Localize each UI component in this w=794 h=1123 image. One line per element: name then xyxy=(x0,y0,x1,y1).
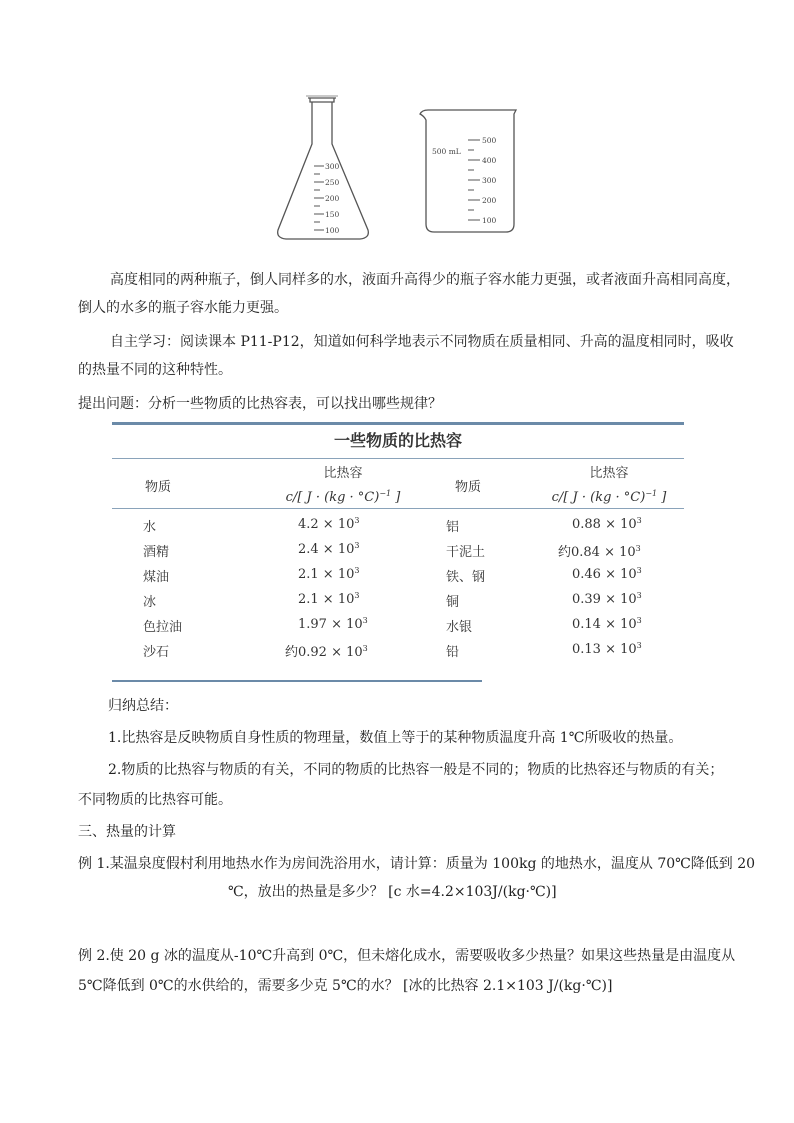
capacity-value: $2.1 \times 10^3$ xyxy=(298,591,360,607)
table-header-rule xyxy=(112,458,684,459)
paragraph-self-study-line1: 自主学习：阅读课本 P11-P12，知道如何科学地表示不同物质在质量相同、升高的温度相同时，吸收 xyxy=(110,334,734,350)
capacity-value: $0.13 \times 10^3$ xyxy=(572,641,642,657)
beaker-scale xyxy=(468,140,480,220)
capacity-value: $2.4 \times 10^3$ xyxy=(298,541,360,557)
beaker-tick-label: 300 xyxy=(482,176,497,185)
flask-tick-label: 300 xyxy=(325,162,340,171)
substance-name: 酒精 xyxy=(143,545,170,560)
example-1-line2: ℃，放出的热量是多少？ [c 水=4.2×103J/(kg·℃)] xyxy=(228,884,557,900)
capacity-value: 约$0.84 \times 10^3$ xyxy=(558,544,641,560)
substance-name: 水 xyxy=(143,520,157,535)
table-title: 一些物质的比热容 xyxy=(333,431,462,450)
flask-tick-label: 250 xyxy=(325,178,340,187)
summary-point-2-line1: 2.物质的比热容与物质的有关，不同的物质的比热容一般是不同的；物质的比热容还与物质的有关； xyxy=(108,762,724,778)
example-1-line1: 例 1.某温泉度假村利用地热水作为房间洗浴用水，请计算：质量为 100kg 的地热水，温度从 70℃降低到 20 xyxy=(78,856,756,872)
capacity-value: $2.1 \times 10^3$ xyxy=(298,566,360,582)
substance-name: 铝 xyxy=(446,520,460,535)
flask-tick-label: 150 xyxy=(325,210,340,219)
substance-name: 铜 xyxy=(446,595,460,610)
paragraph-question: 提出问题：分析一些物质的比热容表，可以找出哪些规律？ xyxy=(78,396,442,412)
column-header-capacity: 比热容 c/[ J · (kg · °C)$^{-1}$ ] xyxy=(285,466,401,505)
substance-name: 铅 xyxy=(446,645,460,660)
capacity-value: $4.2 \times 10^3$ xyxy=(298,516,360,532)
substance-name: 干泥土 xyxy=(446,545,486,560)
beaker-tick-label: 200 xyxy=(482,196,497,205)
section-heading: 三、热量的计算 xyxy=(78,824,176,840)
beaker xyxy=(420,110,516,232)
paragraph-self-study-line2: 的热量不同的这种特性。 xyxy=(78,362,232,378)
column-header-substance-right: 物质 xyxy=(455,480,482,495)
beaker-volume-label: 500 mL xyxy=(432,147,461,156)
conical-flask xyxy=(278,96,369,239)
summary-point-2-line2: 不同物质的比热容可能。 xyxy=(78,792,232,808)
flask-beaker-figure xyxy=(268,92,528,252)
summary-point-1: 1.比热容是反映物质自身性质的物理量，数值上等于的某种物质温度升高 1℃所吸收的热量。 xyxy=(108,730,683,746)
paragraph-intro-line1: 高度相同的两种瓶子，倒人同样多的水，液面升高得少的瓶子容水能力更强，或者液面升高相同高度， xyxy=(110,272,740,288)
flask-scale xyxy=(314,166,324,230)
substance-name: 色拉油 xyxy=(143,620,183,635)
column-header-substance: 物质 xyxy=(145,480,172,495)
capacity-value: $0.88 \times 10^3$ xyxy=(572,516,642,532)
capacity-value: $0.46 \times 10^3$ xyxy=(572,566,642,582)
beaker-tick-label: 400 xyxy=(482,156,497,165)
capacity-value: $1.97 \times 10^3$ xyxy=(298,616,368,632)
beaker-tick-label: 100 xyxy=(482,216,497,225)
example-2-line2: 5℃降低到 0℃的水供给的，需要多少克 5℃的水？ [冰的比热容 2.1×103 J/(kg·℃)] xyxy=(78,978,613,994)
capacity-value: $0.39 \times 10^3$ xyxy=(572,591,642,607)
substance-name: 沙石 xyxy=(143,645,170,660)
substance-name: 煤油 xyxy=(143,570,170,585)
capacity-value: $0.14 \times 10^3$ xyxy=(572,616,642,632)
paragraph-intro-line2: 倒人的水多的瓶子容水能力更强。 xyxy=(78,300,288,316)
flask-tick-label: 100 xyxy=(325,226,340,235)
table-bottom-rule xyxy=(112,680,482,682)
example-2-line1: 例 2.使 20 g 冰的温度从-10℃升高到 0℃，但未熔化成水，需要吸收多少热量？如果这些热量是由温度从 xyxy=(78,948,736,964)
flask-tick-label: 200 xyxy=(325,194,340,203)
table-top-rule xyxy=(112,422,684,425)
substance-name: 铁、钢 xyxy=(446,570,486,585)
substance-name: 水银 xyxy=(446,620,473,635)
summary-heading: 归纳总结： xyxy=(108,698,178,714)
column-header-capacity-right: 比热容 c/[ J · (kg · °C)$^{-1}$ ] xyxy=(551,466,667,505)
capacity-value: 约$0.92 \times 10^3$ xyxy=(285,644,368,660)
beaker-tick-label: 500 xyxy=(482,136,497,145)
table-body-rule xyxy=(112,508,684,509)
substance-name: 冰 xyxy=(143,595,157,610)
